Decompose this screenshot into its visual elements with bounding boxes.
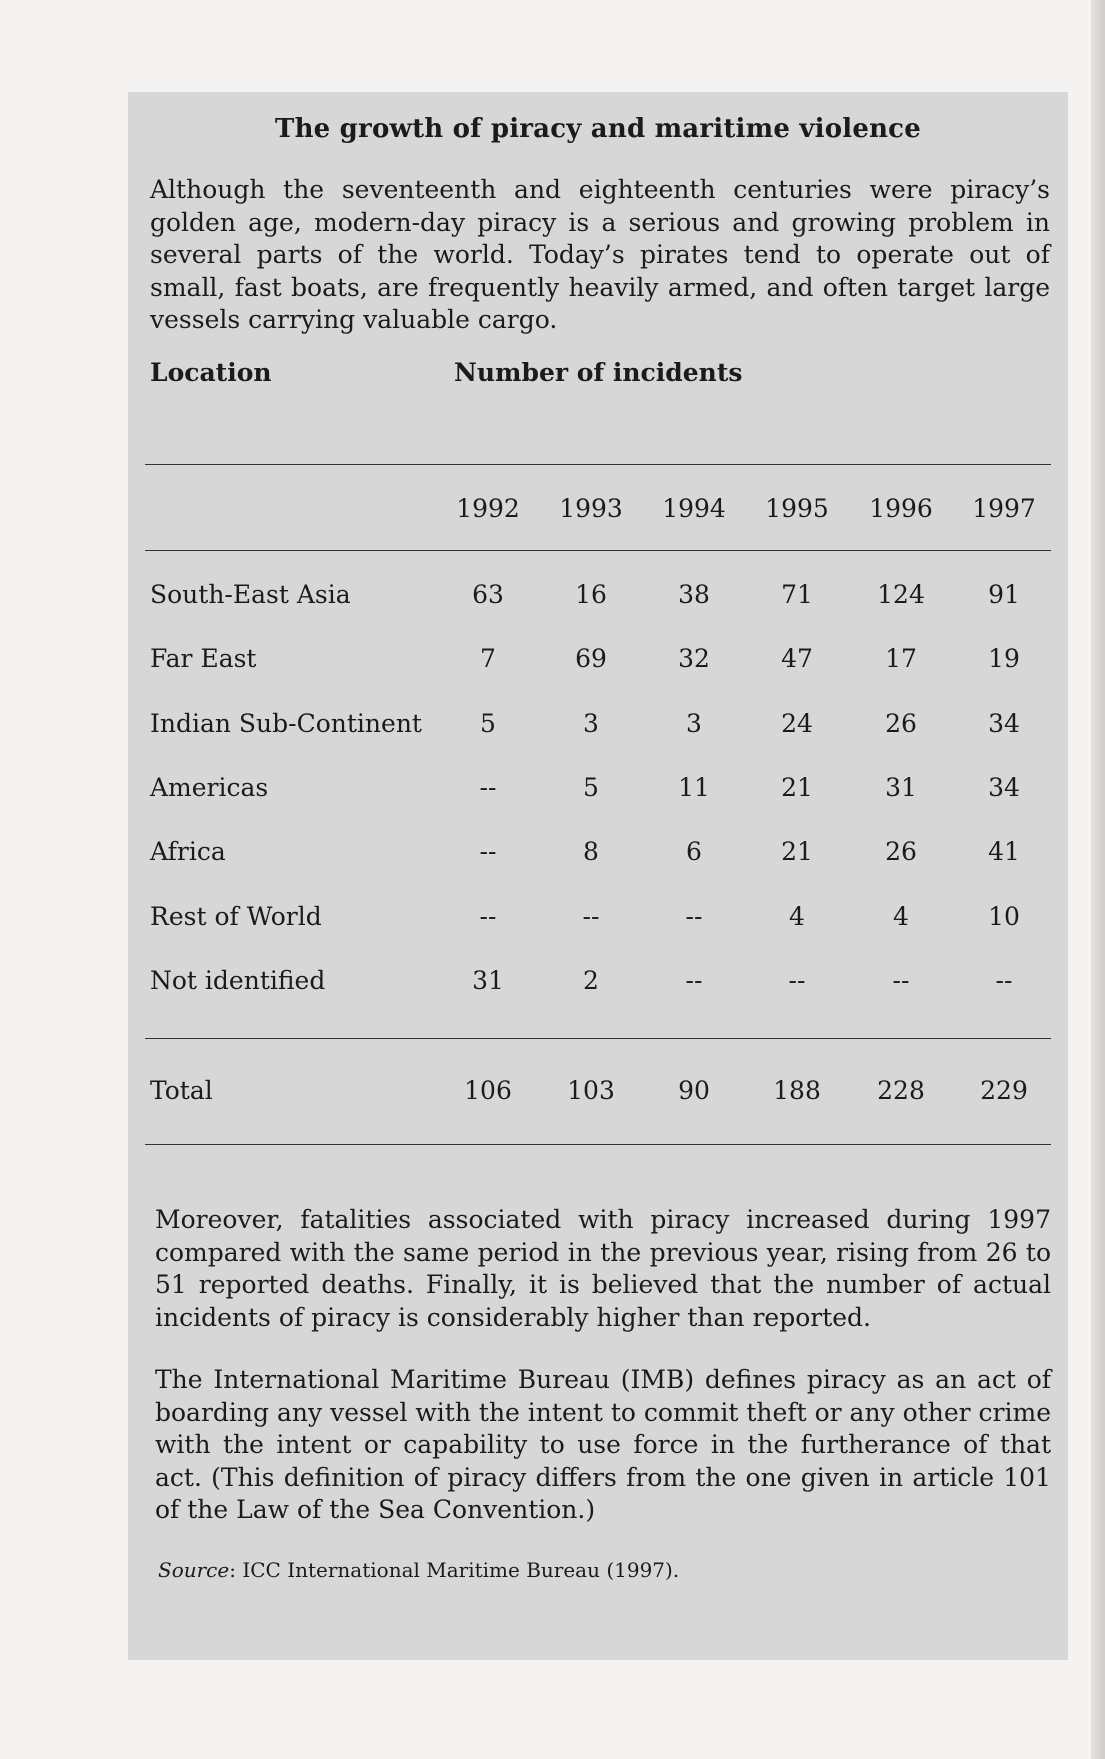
table-cell: 34 (988, 708, 1020, 738)
table-cell: 10 (988, 901, 1020, 931)
source-note (158, 1558, 679, 1582)
source-text: : ICC International Maritime Bureau (1997). (229, 1558, 680, 1582)
table-cell: 24 (781, 708, 813, 738)
table-cell: 124 (877, 580, 925, 609)
table-cell: 38 (678, 580, 710, 609)
total-bottom-rule (145, 1144, 1051, 1145)
total-cell: 103 (567, 1076, 615, 1105)
table-cell: 47 (781, 644, 813, 674)
table-cell: 63 (472, 580, 504, 609)
table-cell: 11 (678, 772, 710, 802)
row-label: Americas (150, 772, 269, 802)
total-cell: 229 (980, 1076, 1028, 1105)
year-header-cell: 1996 (869, 494, 933, 523)
table-cell: 3 (583, 708, 599, 738)
table-cell: 41 (988, 837, 1020, 867)
row-label: Rest of World (150, 901, 322, 931)
total-cell: 188 (773, 1076, 821, 1105)
year-header-cell: 1994 (662, 494, 726, 523)
year-header-cell: 1992 (456, 494, 520, 523)
table-cell: 16 (575, 580, 607, 609)
row-label: Far East (150, 644, 257, 674)
total-cell: 106 (464, 1076, 512, 1105)
table-cell: 5 (583, 772, 599, 802)
year-header-cell: 1997 (972, 494, 1036, 523)
table-cell: 19 (988, 644, 1020, 674)
table-cell: -- (582, 901, 600, 931)
table-cell: -- (479, 901, 497, 931)
definition-paragraph: The International Maritime Bureau (IMB) defines piracy as an act of boarding any vessel with the intent to commit theft or any other crime with the intent or capability to use force in the furtherance of that act. (This definition of piracy differs from the one given in article 101 of the Law of the Sea Convention.) (155, 1365, 1051, 1524)
table-cell: 34 (988, 772, 1020, 802)
year-header-cell: 1995 (765, 494, 829, 523)
fatalities-paragraph: Moreover, fatalities associated with piracy increased during 1997 compared with the same period in the previous year, rising from 26 to 51 reported deaths. Finally, it is believed that the number of actual incidents of piracy is considerably higher than reported. (155, 1205, 1051, 1332)
table-cell: 69 (575, 644, 607, 674)
table-cell: -- (892, 965, 910, 995)
table-cell: 4 (893, 901, 909, 931)
row-label: Africa (150, 837, 226, 867)
total-cell: 228 (877, 1076, 925, 1105)
table-cell: 31 (472, 965, 504, 995)
table-cell: 4 (789, 901, 805, 931)
source-label: Source (158, 1558, 230, 1582)
box-title: The growth of piracy and maritime violence (275, 114, 921, 144)
row-label: Indian Sub-Continent (150, 708, 422, 738)
year-header-cell: 1993 (559, 494, 623, 523)
table-cell: 7 (480, 644, 496, 674)
table-cell: -- (479, 837, 497, 867)
table-cell: 21 (781, 772, 813, 802)
incidents-header: Number of incidents (454, 358, 743, 387)
table-cell: 8 (583, 837, 599, 867)
table-cell: 31 (885, 772, 917, 802)
piracy-info-box (128, 92, 1068, 1660)
table-cell: 26 (885, 837, 917, 867)
header-rule (145, 464, 1051, 465)
table-cell: -- (685, 965, 703, 995)
table-cell: 17 (885, 644, 917, 674)
table-cell: -- (685, 901, 703, 931)
table-cell: -- (788, 965, 806, 995)
table-cell: 32 (678, 644, 710, 674)
year-rule (145, 550, 1051, 551)
table-cell: 26 (885, 708, 917, 738)
row-label: South-East Asia (150, 580, 351, 609)
table-cell: -- (995, 965, 1013, 995)
table-cell: 71 (781, 580, 813, 609)
table-cell: -- (479, 772, 497, 802)
total-top-rule (145, 1038, 1051, 1039)
total-cell: 90 (678, 1076, 710, 1105)
table-cell: 6 (686, 837, 702, 867)
table-cell: 91 (988, 580, 1020, 609)
row-label: Not identified (150, 965, 326, 995)
page-edge (1091, 0, 1105, 1759)
table-cell: 21 (781, 837, 813, 867)
table-cell: 2 (583, 965, 599, 995)
table-cell: 5 (480, 708, 496, 738)
location-header: Location (150, 358, 272, 387)
total-label: Total (150, 1076, 213, 1105)
intro-paragraph: Although the seventeenth and eighteenth centuries were piracy’s golden age, modern-day piracy is a serious and growing problem in several parts of the world. Today’s pirates tend to operate out of small, fast boats, are frequently heavily armed, and often target large vessels carrying valuable cargo. (150, 175, 1050, 334)
table-cell: 3 (686, 708, 702, 738)
